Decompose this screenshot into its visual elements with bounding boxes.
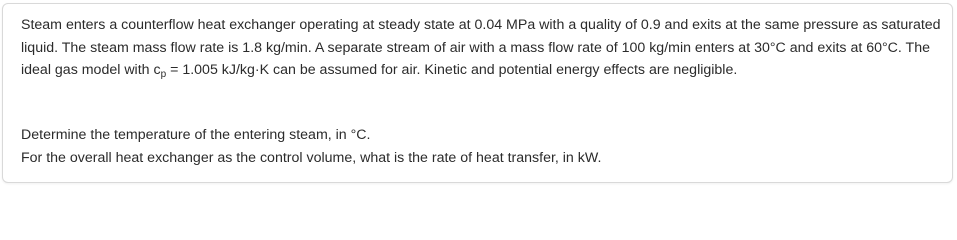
problem-text-part-1: Steam enters a counterflow heat exchanger operating at steady state at 0.04 MPa with a quality of 0.9 and exits at the same pressure as saturated liquid. The steam mass flow rate is 1.8 kg/min. A separate stream of air with a mass flow rate of 100 kg/min enters at 30°C and exits at 60°C. The ideal gas model with c bbox=[21, 17, 941, 78]
problem-statement bbox=[21, 14, 942, 82]
questions-block bbox=[21, 124, 942, 169]
problem-text-part-2: = 1.005 kJ/kg·K can be assumed for air. Kinetic and potential energy effects are negligible. bbox=[166, 62, 738, 78]
question-card bbox=[2, 3, 953, 183]
question-1: Determine the temperature of the entering steam, in °C. bbox=[21, 127, 371, 143]
question-2: For the overall heat exchanger as the control volume, what is the rate of heat transfer, in kW. bbox=[21, 149, 602, 166]
cp-subscript: p bbox=[160, 69, 167, 80]
